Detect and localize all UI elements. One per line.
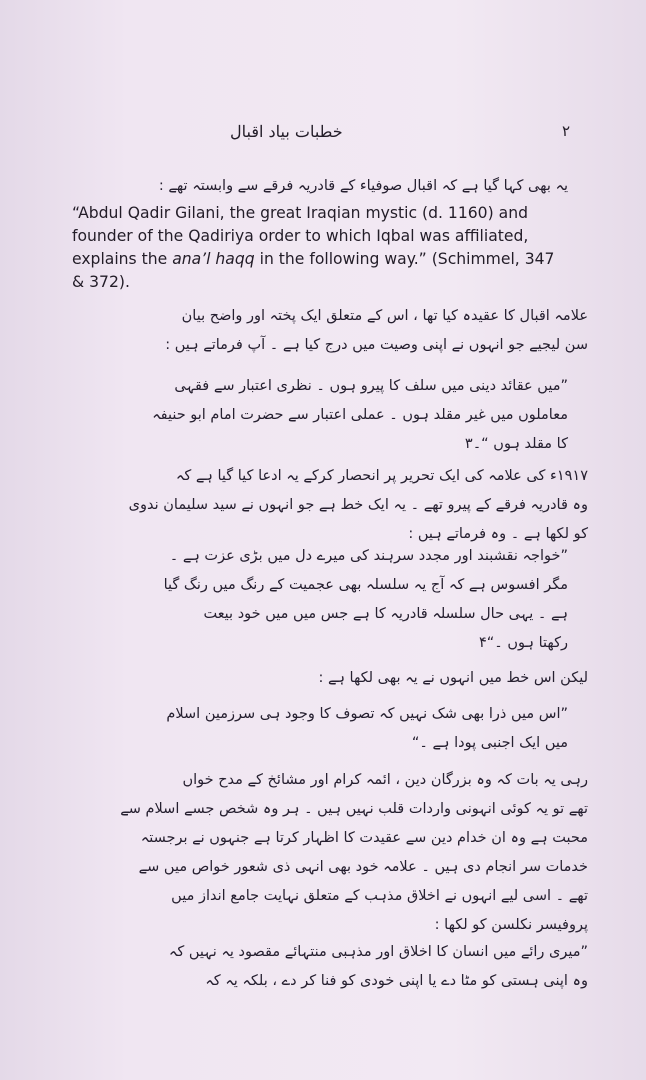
text-line: علامہ اقبال کا عقیدہ کیا تھا ، اس کے متعلق ایک پختہ اور واضح بیان	[181, 308, 588, 324]
text-line: خدمات سر انجام دی ہیں ۔ علامہ خود بھی انہی ذی شعور خواص میں سے	[138, 859, 588, 875]
text-line: تھے تو یہ کوئی انہونی واردات قلب نہیں ہیں ۔ ہر وہ شخص جسے اسلام سے	[120, 801, 588, 817]
intro-paragraph: یہ بھی کہا گیا ہے کہ اقبال صوفیاء کے قادریہ فرقے سے وابستہ تھے :	[158, 178, 568, 194]
text-line: ”خواجہ نقشبند اور مجدد سرہند کی میرے دل میں بڑی عزت ہے ۔	[169, 548, 568, 564]
paragraph-3	[43, 664, 588, 693]
english-quote-line: explains the ana’l haqq in the following way.” (Schimmel, 347	[72, 250, 555, 268]
quote-4	[43, 938, 588, 996]
paragraph-2	[43, 462, 588, 549]
text-line: محبت ہے وہ ان خدام دین سے عقیدت کا اظہار کرتا ہے جنہوں نے برجستہ	[140, 830, 588, 846]
text-line: کو لکھا ہے ۔ وہ فرماتے ہیں :	[408, 526, 588, 542]
quote-2	[68, 542, 568, 658]
english-quote-line: “Abdul Qadir Gilani, the great Iraqian mystic (d. 1160) and	[72, 204, 528, 222]
paragraph-1	[43, 302, 588, 360]
page-header	[80, 118, 600, 148]
text-line: رکھتا ہوں ۔“۴	[478, 635, 568, 651]
quote-3	[68, 700, 568, 758]
text-line: وہ قادریہ فرقے کے پیرو تھے ۔ یہ ایک خط ہے جو انہوں نے سید سلیمان ندوی	[128, 497, 588, 513]
paragraph-4	[43, 766, 588, 940]
italic-term: ana’l haqq	[172, 250, 255, 268]
text-line: وہ اپنی ہستی کو مٹا دے یا اپنی خودی کو فنا کر دے ، بلکہ یہ کہ	[205, 973, 588, 989]
page-number: ۲	[561, 122, 570, 140]
running-title: خطبات بیاد اقبال	[230, 122, 343, 141]
text-line: کا مقلد ہوں “۔۳	[464, 436, 568, 452]
english-quote	[72, 202, 572, 294]
text-line: میں ایک اجنبی پودا ہے ۔“	[411, 735, 568, 751]
text-line: ۱۹۱۷ء کی علامہ کی ایک تحریر پر انحصار کرکے یہ ادعا کیا گیا ہے کہ	[175, 468, 588, 484]
text-line: ”میری رائے میں انسان کا اخلاق اور مذہبی منتہائے مقصود یہ نہیں کہ	[168, 944, 588, 960]
english-quote-line: & 372).	[72, 273, 130, 291]
text-line: مگر افسوس ہے کہ آج یہ سلسلہ بھی عجمیت کے رنگ میں رنگ گیا	[163, 577, 568, 593]
quote-1	[68, 372, 568, 459]
text-line: ”میں عقائد دینی میں سلف کا پیرو ہوں ۔ نظری اعتبار سے فقہی	[174, 378, 568, 394]
text-line: سن لیجیے جو انہوں نے اپنی وصیت میں درج کیا ہے ۔ آپ فرماتے ہیں :	[165, 337, 588, 353]
text-line: پروفیسر نکلسن کو لکھا :	[434, 917, 588, 933]
english-quote-line: founder of the Qadiriya order to which Iqbal was affiliated,	[72, 227, 529, 245]
text-line: ہے ۔ یہی حال سلسلہ قادریہ کا ہے جس میں میں خود بیعت	[203, 606, 568, 622]
text-line: ”اس میں ذرا بھی شک نہیں کہ تصوف کا وجود ہی سرزمین اسلام	[166, 706, 568, 722]
text-line: تھے ۔ اسی لیے انہوں نے اخلاق مذہب کے متعلق نہایت جامع انداز میں	[171, 888, 588, 904]
text-line: لیکن اس خط میں انہوں نے یہ بھی لکھا ہے :	[318, 670, 588, 686]
text-line: معاملوں میں غیر مقلد ہوں ۔ عملی اعتبار سے حضرت امام ابو حنیفہ	[152, 407, 568, 423]
text-line: رہی یہ بات کہ وہ بزرگان دین ، ائمہ کرام اور مشائخ کے مدح خواں	[182, 772, 588, 788]
